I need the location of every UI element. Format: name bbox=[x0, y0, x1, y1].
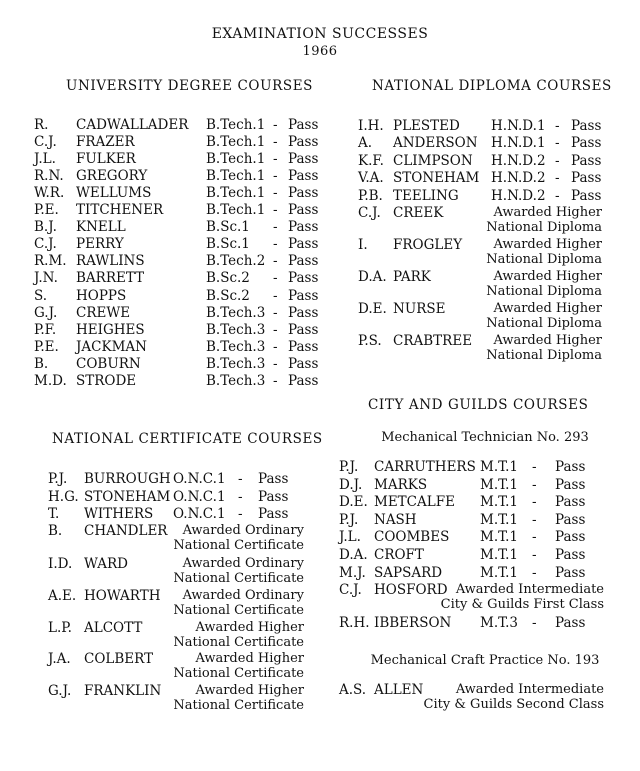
surname: CADWALLADER bbox=[76, 117, 189, 133]
course: B.Tech.3 bbox=[206, 355, 266, 372]
initials: P.S. bbox=[358, 333, 382, 349]
award-note bbox=[424, 682, 604, 712]
course: H.N.D.1 bbox=[491, 135, 546, 152]
award-line-2: National Certificate bbox=[173, 538, 304, 553]
surname: ANDERSON bbox=[393, 135, 478, 152]
surname: ALCOTT bbox=[84, 620, 143, 636]
course: B.Tech.3 bbox=[206, 321, 266, 338]
award-line-1: Awarded Intermediate bbox=[455, 682, 604, 697]
award-note bbox=[173, 651, 304, 681]
result: Pass bbox=[288, 236, 319, 253]
result: Pass bbox=[555, 476, 586, 493]
surname: COOMBES bbox=[374, 529, 450, 546]
award-note bbox=[486, 237, 602, 267]
surname: HOSFORD bbox=[374, 582, 448, 598]
initials: P.B. bbox=[358, 187, 383, 204]
award-line-1: Awarded Higher bbox=[493, 237, 602, 252]
dash: - bbox=[532, 476, 537, 493]
dash: - bbox=[273, 134, 278, 151]
result: Pass bbox=[288, 117, 319, 133]
surname: JACKMAN bbox=[76, 338, 147, 355]
result: Pass bbox=[571, 170, 602, 187]
result: Pass bbox=[288, 134, 319, 151]
surname: CREEK bbox=[393, 205, 444, 221]
result-row bbox=[0, 169, 640, 187]
dash: - bbox=[273, 117, 278, 133]
result: Pass bbox=[258, 488, 289, 505]
award-line-2: City & Guilds First Class bbox=[440, 597, 604, 612]
result: Pass bbox=[555, 459, 586, 475]
award-line-2: National Diploma bbox=[486, 252, 602, 267]
award-line-1: Awarded Higher bbox=[195, 651, 304, 666]
dash: - bbox=[273, 168, 278, 185]
surname: PERRY bbox=[76, 236, 124, 253]
dash: - bbox=[273, 304, 278, 321]
course: H.N.D.1 bbox=[491, 118, 546, 134]
initials: B. bbox=[48, 523, 63, 539]
surname: METCALFE bbox=[374, 494, 455, 511]
initials: R. bbox=[34, 117, 49, 133]
surname: CRABTREE bbox=[393, 333, 473, 349]
surname: TEELING bbox=[393, 187, 459, 204]
result-row bbox=[0, 511, 640, 529]
initials: K.F. bbox=[358, 152, 384, 169]
initials: T. bbox=[48, 506, 60, 522]
dash: - bbox=[273, 219, 278, 236]
course: B.Tech.3 bbox=[206, 372, 266, 389]
course: M.T.1 bbox=[480, 459, 519, 475]
course: B.Tech.1 bbox=[206, 117, 266, 133]
result: Pass bbox=[288, 270, 319, 287]
tech-subheading: Mechanical Technician No. 293 bbox=[381, 430, 589, 445]
initials: R.M. bbox=[34, 253, 67, 270]
craft-subheading: Mechanical Craft Practice No. 193 bbox=[370, 653, 600, 668]
initials: C.J. bbox=[34, 134, 57, 151]
surname: PARK bbox=[393, 269, 431, 285]
award-line-1: Awarded Higher bbox=[493, 269, 602, 284]
course: B.Tech.1 bbox=[206, 202, 266, 219]
surname: CLIMPSON bbox=[393, 152, 473, 169]
award-line-2: National Certificate bbox=[173, 603, 304, 618]
surname: BURROUGH bbox=[84, 471, 171, 487]
course: M.T.1 bbox=[480, 494, 519, 511]
result-row bbox=[0, 528, 640, 546]
result: Pass bbox=[288, 202, 319, 219]
initials: J.L. bbox=[339, 529, 361, 546]
initials: D.A. bbox=[358, 269, 387, 285]
award-line-1: Awarded Ordinary bbox=[182, 588, 304, 603]
surname: ALLEN bbox=[374, 682, 424, 698]
result-row bbox=[0, 152, 640, 170]
surname: SAPSARD bbox=[374, 564, 443, 581]
initials: I.H. bbox=[358, 118, 384, 134]
surname: FRANKLIN bbox=[84, 683, 162, 699]
initials: C.J. bbox=[339, 582, 362, 598]
result: Pass bbox=[288, 253, 319, 270]
result: Pass bbox=[555, 494, 586, 511]
initials: I.D. bbox=[48, 556, 73, 572]
initials: D.E. bbox=[339, 494, 368, 511]
initials: D.A. bbox=[339, 547, 368, 563]
initials: I. bbox=[358, 237, 368, 253]
dash: - bbox=[555, 152, 560, 169]
dash: - bbox=[273, 236, 278, 253]
course: M.T.1 bbox=[480, 564, 519, 581]
course: H.N.D.2 bbox=[491, 170, 546, 187]
course: B.Tech.2 bbox=[206, 253, 266, 270]
initials: P.J. bbox=[48, 471, 68, 487]
award-line-1: Awarded Ordinary bbox=[182, 523, 304, 538]
result: Pass bbox=[571, 118, 602, 134]
initials: J.N. bbox=[34, 270, 58, 287]
course: M.T.1 bbox=[480, 476, 519, 493]
result: Pass bbox=[288, 185, 319, 202]
surname: COLBERT bbox=[84, 651, 154, 667]
result-row bbox=[0, 564, 640, 582]
award-line-1: Awarded Higher bbox=[493, 301, 602, 316]
dash: - bbox=[273, 185, 278, 202]
result: Pass bbox=[571, 152, 602, 169]
initials: P.E. bbox=[34, 202, 59, 219]
award-line-2: National Certificate bbox=[173, 635, 304, 650]
surname: COBURN bbox=[76, 355, 141, 372]
result: Pass bbox=[288, 372, 319, 389]
course: O.N.C.1 bbox=[173, 488, 226, 505]
surname: GREGORY bbox=[76, 168, 148, 185]
initials: A.E. bbox=[48, 588, 77, 604]
award-note bbox=[486, 333, 602, 363]
initials: G.J. bbox=[48, 683, 72, 699]
course: O.N.C.1 bbox=[173, 471, 226, 487]
dash: - bbox=[238, 471, 243, 487]
surname: NURSE bbox=[393, 301, 446, 317]
result-row bbox=[0, 476, 640, 494]
award-line-1: Awarded Higher bbox=[195, 620, 304, 635]
dash: - bbox=[273, 355, 278, 372]
award-line-2: National Diploma bbox=[486, 316, 602, 331]
award-line-1: Awarded Intermediate bbox=[455, 582, 604, 597]
award-line-2: National Certificate bbox=[173, 666, 304, 681]
course: B.Tech.1 bbox=[206, 134, 266, 151]
initials: M.J. bbox=[339, 564, 366, 581]
course: M.T.1 bbox=[480, 547, 519, 563]
result-row bbox=[0, 372, 640, 390]
initials: M.D. bbox=[34, 372, 67, 389]
course: B.Tech.1 bbox=[206, 168, 266, 185]
award-row bbox=[0, 650, 640, 668]
dash: - bbox=[532, 529, 537, 546]
dash: - bbox=[532, 547, 537, 563]
course: B.Tech.1 bbox=[206, 185, 266, 202]
initials: D.E. bbox=[358, 301, 387, 317]
award-line-1: Awarded Higher bbox=[493, 205, 602, 220]
university-heading: UNIVERSITY DEGREE COURSES bbox=[66, 78, 313, 94]
course: B.Sc.2 bbox=[206, 287, 250, 304]
result: Pass bbox=[555, 529, 586, 546]
award-line-2: City & Guilds Second Class bbox=[423, 697, 604, 712]
diploma-heading: NATIONAL DIPLOMA COURSES bbox=[372, 78, 612, 94]
award-line-2: National Certificate bbox=[173, 698, 304, 713]
result-row bbox=[0, 187, 640, 205]
award-line-1: Awarded Ordinary bbox=[182, 556, 304, 571]
award-line-2: National Certificate bbox=[173, 571, 304, 586]
dash: - bbox=[555, 170, 560, 187]
surname: STONEHAM bbox=[393, 170, 480, 187]
dash: - bbox=[532, 459, 537, 475]
course: B.Sc.1 bbox=[206, 236, 250, 253]
course: B.Tech.3 bbox=[206, 304, 266, 321]
surname: MARKS bbox=[374, 476, 428, 493]
dash: - bbox=[273, 338, 278, 355]
initials: P.J. bbox=[339, 511, 359, 528]
surname: KNELL bbox=[76, 219, 126, 236]
result-row bbox=[0, 134, 640, 152]
surname: BARRETT bbox=[76, 270, 145, 287]
result: Pass bbox=[258, 506, 289, 522]
dash: - bbox=[532, 564, 537, 581]
result: Pass bbox=[288, 287, 319, 304]
result-row bbox=[0, 493, 640, 511]
result-row bbox=[0, 458, 640, 476]
result: Pass bbox=[288, 338, 319, 355]
award-note bbox=[486, 269, 602, 299]
initials: B.J. bbox=[34, 219, 57, 236]
dash: - bbox=[273, 253, 278, 270]
dash: - bbox=[532, 615, 537, 631]
result-row bbox=[0, 546, 640, 564]
dash: - bbox=[555, 187, 560, 204]
course: M.T.1 bbox=[480, 511, 519, 528]
award-note bbox=[486, 205, 602, 235]
initials: D.J. bbox=[339, 476, 363, 493]
initials: J.A. bbox=[48, 651, 71, 667]
course: O.N.C.1 bbox=[173, 506, 226, 522]
result: Pass bbox=[571, 135, 602, 152]
dash: - bbox=[273, 321, 278, 338]
initials: R.H. bbox=[339, 615, 370, 631]
surname: STRODE bbox=[76, 372, 137, 389]
dash: - bbox=[532, 494, 537, 511]
surname: CROFT bbox=[374, 547, 424, 563]
initials: H.G. bbox=[48, 488, 79, 505]
initials: L.P. bbox=[48, 620, 72, 636]
surname: HOPPS bbox=[76, 287, 127, 304]
award-line-2: National Diploma bbox=[486, 284, 602, 299]
surname: HOWARTH bbox=[84, 588, 161, 604]
result: Pass bbox=[555, 564, 586, 581]
surname: FULKER bbox=[76, 151, 136, 168]
result: Pass bbox=[555, 511, 586, 528]
result: Pass bbox=[555, 547, 586, 563]
dash: - bbox=[273, 202, 278, 219]
initials: W.R. bbox=[34, 185, 65, 202]
surname: TITCHENER bbox=[76, 202, 164, 219]
initials: C.J. bbox=[34, 236, 57, 253]
surname: CREWE bbox=[76, 304, 131, 321]
result: Pass bbox=[258, 471, 289, 487]
surname: PLESTED bbox=[393, 118, 460, 134]
result: Pass bbox=[288, 151, 319, 168]
initials: R.N. bbox=[34, 168, 64, 185]
page-year: 1966 bbox=[302, 44, 338, 59]
result: Pass bbox=[288, 304, 319, 321]
award-note bbox=[441, 582, 604, 612]
result: Pass bbox=[288, 321, 319, 338]
initials: S. bbox=[34, 287, 48, 304]
award-line-1: Awarded Higher bbox=[195, 683, 304, 698]
dash: - bbox=[238, 488, 243, 505]
result-row bbox=[0, 117, 640, 135]
surname: WARD bbox=[84, 556, 128, 572]
initials: V.A. bbox=[358, 170, 384, 187]
surname: FRAZER bbox=[76, 134, 135, 151]
course: M.T.3 bbox=[480, 615, 519, 631]
initials: A.S. bbox=[339, 682, 367, 698]
surname: WELLUMS bbox=[76, 185, 152, 202]
page-title: EXAMINATION SUCCESSES bbox=[211, 26, 429, 42]
initials: B. bbox=[34, 355, 49, 372]
dash: - bbox=[532, 511, 537, 528]
result: Pass bbox=[571, 187, 602, 204]
surname: CARRUTHERS bbox=[374, 459, 476, 475]
course: H.N.D.2 bbox=[491, 152, 546, 169]
course: B.Tech.1 bbox=[206, 151, 266, 168]
initials: G.J. bbox=[34, 304, 58, 321]
result: Pass bbox=[288, 168, 319, 185]
course: B.Sc.1 bbox=[206, 219, 250, 236]
initials: P.J. bbox=[339, 459, 359, 475]
city-guilds-heading: CITY AND GUILDS COURSES bbox=[368, 397, 589, 413]
initials: C.J. bbox=[358, 205, 381, 221]
surname: RAWLINS bbox=[76, 253, 145, 270]
dash: - bbox=[273, 372, 278, 389]
surname: WITHERS bbox=[84, 506, 154, 522]
dash: - bbox=[555, 135, 560, 152]
result: Pass bbox=[288, 355, 319, 372]
dash: - bbox=[555, 118, 560, 134]
dash: - bbox=[238, 506, 243, 522]
dash: - bbox=[273, 270, 278, 287]
result: Pass bbox=[288, 219, 319, 236]
surname: STONEHAM bbox=[84, 488, 171, 505]
award-note bbox=[486, 301, 602, 331]
initials: A. bbox=[358, 135, 373, 152]
initials: P.E. bbox=[34, 338, 59, 355]
result-row bbox=[0, 614, 640, 632]
award-line-1: Awarded Higher bbox=[493, 333, 602, 348]
surname: NASH bbox=[374, 511, 417, 528]
course: M.T.1 bbox=[480, 529, 519, 546]
dash: - bbox=[273, 287, 278, 304]
surname: CHANDLER bbox=[84, 523, 168, 539]
surname: HEIGHES bbox=[76, 321, 145, 338]
initials: J.L. bbox=[34, 151, 56, 168]
award-line-2: National Diploma bbox=[486, 348, 602, 363]
certificate-heading: NATIONAL CERTIFICATE COURSES bbox=[52, 431, 323, 447]
dash: - bbox=[273, 151, 278, 168]
surname: IBBERSON bbox=[374, 615, 452, 631]
surname: FROGLEY bbox=[393, 237, 463, 253]
award-line-2: National Diploma bbox=[486, 220, 602, 235]
initials: P.F. bbox=[34, 321, 57, 338]
course: H.N.D.2 bbox=[491, 187, 546, 204]
course: B.Sc.2 bbox=[206, 270, 250, 287]
course: B.Tech.3 bbox=[206, 338, 266, 355]
result: Pass bbox=[555, 615, 586, 631]
